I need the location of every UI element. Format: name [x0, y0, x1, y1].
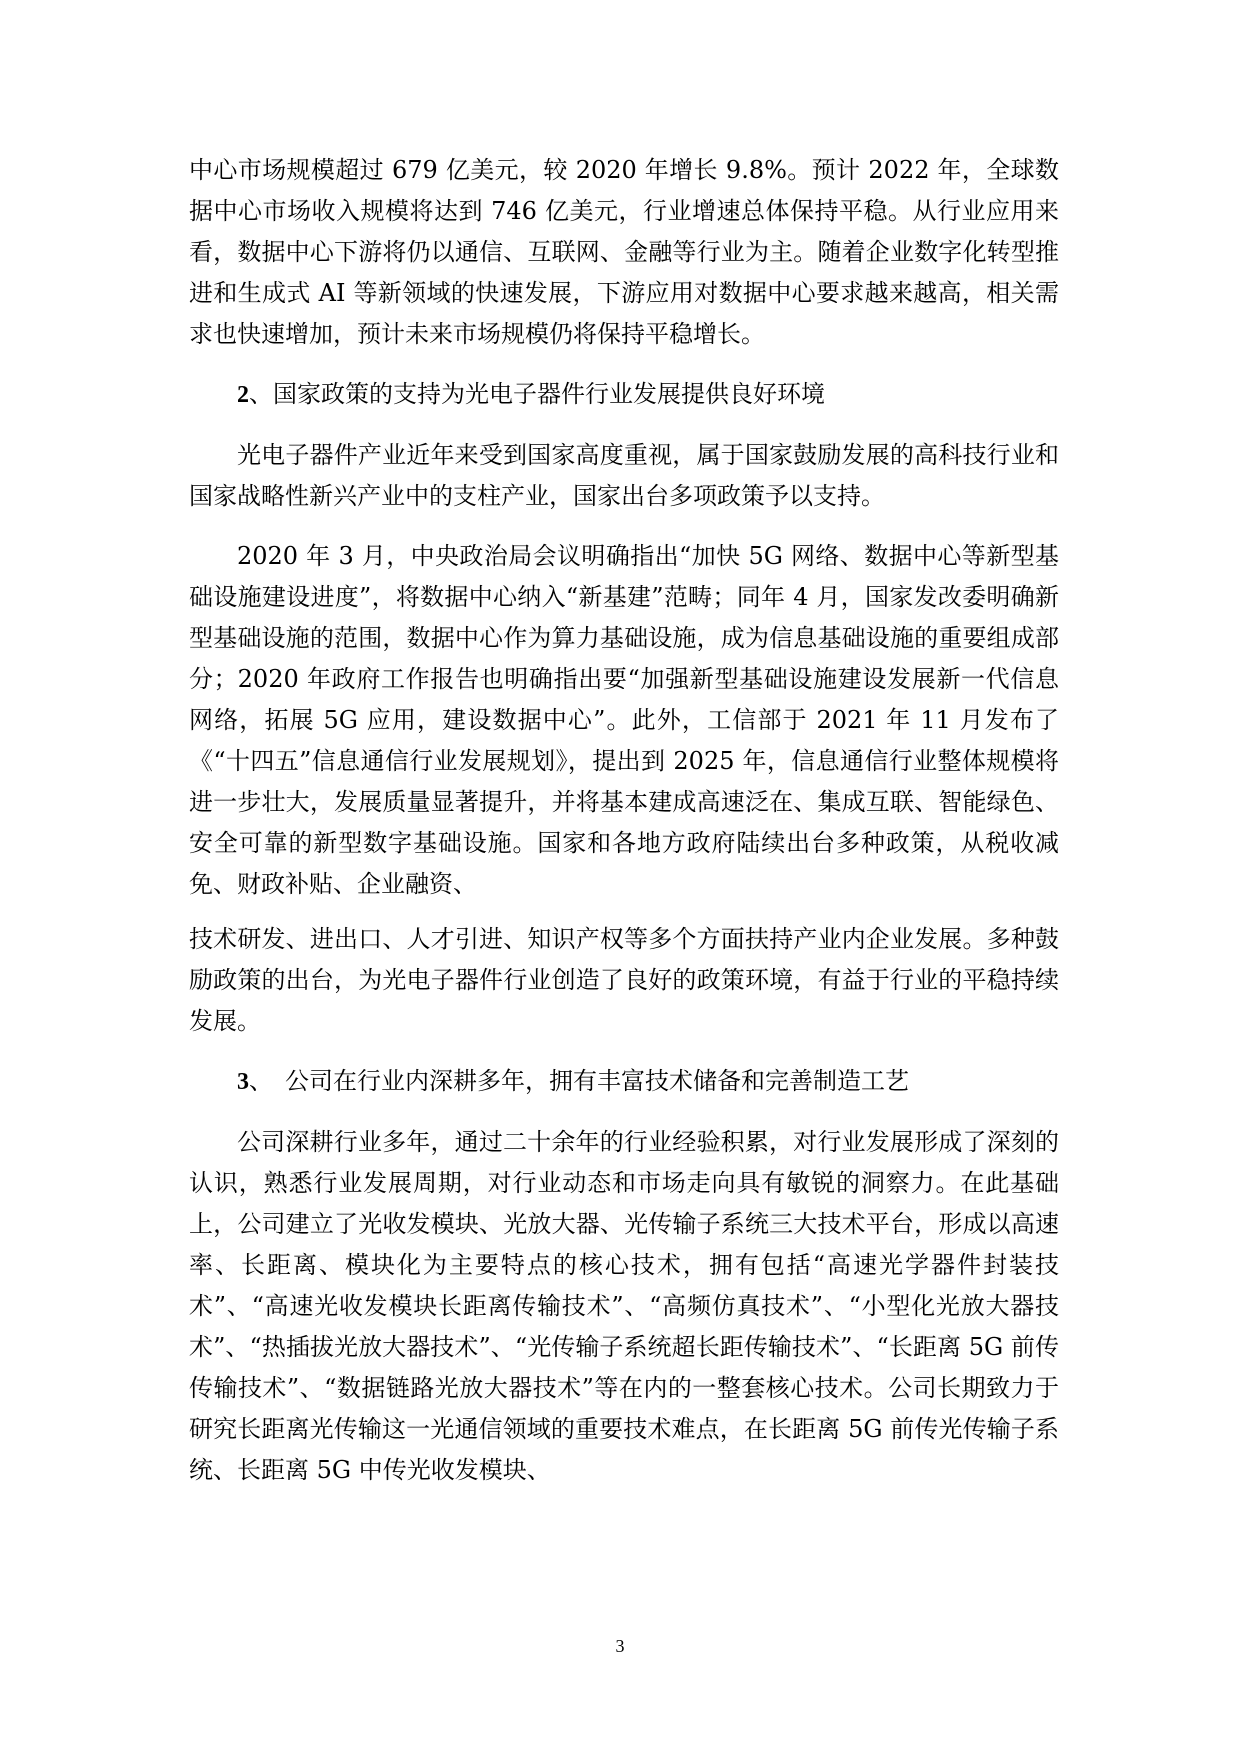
document-body: [189, 150, 1059, 1491]
section-number-2: 2: [237, 382, 249, 408]
paragraph-policy-detail: 2020 年 3 月，中央政治局会议明确指出“加快 5G 网络、数据中心等新型基础设施建设进度”，将数据中心纳入“新基建”范畴；同年 4 月，国家发改委明确新型基础设施的范围，数据中心作为算力基础设施，成为信息基础设施的重要组成部分；2020 年政府工作报告也明确指出要“加强新型基础设施建设发展新一代信息网络，拓展 5G 应用，建设数据中心”。此外，工信部于 2021 年 11 月发布了《“十四五”信息通信行业发展规划》，提出到 2025 年，信息通信行业整体规模将进一步壮大，发展质量显著提升，并将基本建成高速泛在、集成互联、智能绿色、安全可靠的新型数字基础设施。国家和各地方政府陆续出台多种政策，从税收减免、财政补贴、企业融资、: [189, 542, 1059, 898]
section-heading-3: [189, 1061, 1059, 1103]
paragraph-market-size: 中心市场规模超过 679 亿美元，较 2020 年增长 9.8%。预计 2022 年，全球数据中心市场收入规模将达到 746 亿美元，行业增速总体保持平稳。从行业应用来看，数据中心下游将仍以通信、互联网、金融等行业为主。随着企业数字化转型推进和生成式 AI 等新领域的快速发展，下游应用对数据中心要求越来越高，相关需求也快速增加，预计未来市场规模仍将保持平稳增长。: [189, 156, 1059, 348]
page-number: 3: [615, 1636, 625, 1656]
section-heading-2: [189, 374, 1059, 416]
paragraph-company-tech: 公司深耕行业多年，通过二十余年的行业经验积累，对行业发展形成了深刻的认识，熟悉行业发展周期，对行业动态和市场走向具有敏锐的洞察力。在此基础上，公司建立了光收发模块、光放大器、光传输子系统三大技术平台，形成以高速率、长距离、模块化为主要特点的核心技术，拥有包括“高速光学器件封装技术”、“高速光收发模块长距离传输技术”、“高频仿真技术”、“小型化光放大器技术”、“热插拔光放大器技术”、“光传输子系统超长距传输技术”、“长距离 5G 前传传输技术”、“数据链路光放大器技术”等在内的一整套核心技术。公司长期致力于研究长距离光传输这一光通信领域的重要技术难点，在长距离 5G 前传光传输子系统、长距离 5G 中传光收发模块、: [189, 1128, 1059, 1484]
paragraph-policy-continuation: 技术研发、进出口、人才引进、知识产权等多个方面扶持产业内企业发展。多种鼓励政策的出台，为光电子器件行业创造了良好的政策环境，有益于行业的平稳持续发展。: [189, 925, 1059, 1035]
paragraph-policy-intro: 光电子器件产业近年来受到国家高度重视，属于国家鼓励发展的高科技行业和国家战略性新兴产业中的支柱产业，国家出台多项政策予以支持。: [189, 441, 1059, 510]
section-title-2: 、国家政策的支持为光电子器件行业发展提供良好环境: [249, 380, 825, 408]
section-number-3: 3: [237, 1069, 249, 1095]
section-title-3: 、 公司在行业内深耕多年，拥有丰富技术储备和完善制造工艺: [249, 1067, 909, 1095]
